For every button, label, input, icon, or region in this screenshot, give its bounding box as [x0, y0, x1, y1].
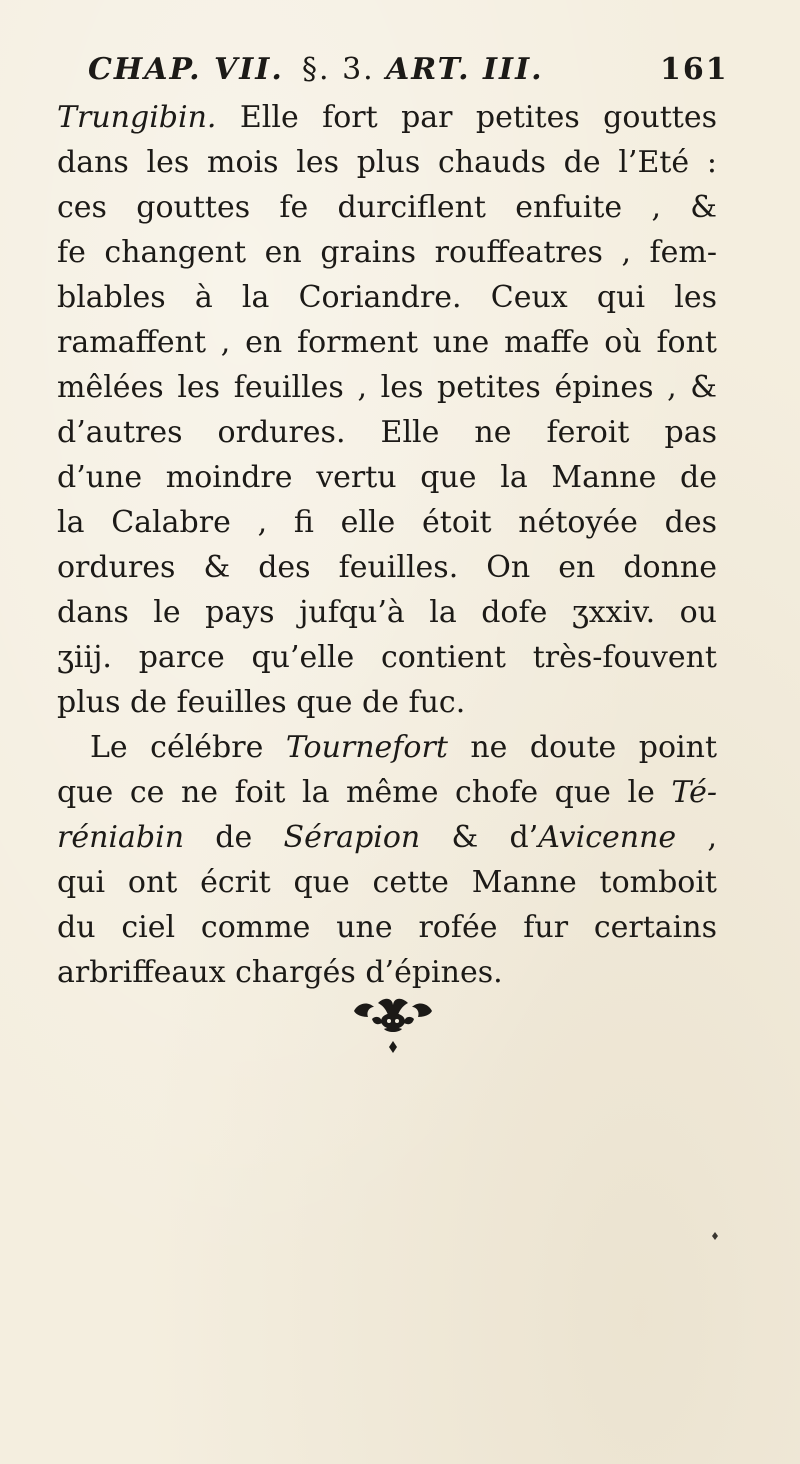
text-line: arbriffeaux chargés d’épines. [57, 955, 503, 990]
italic-name: Té- [671, 775, 717, 810]
italic-name: Avicenne [538, 820, 677, 855]
italic-name: Tournefort [285, 730, 448, 765]
text-line: ramaffent , en forment une maffe où font [57, 325, 717, 360]
text-line: dans le pays jufqu’à la dofe ʒxxiv. ou [57, 595, 717, 630]
text-run: Le célébre [90, 730, 286, 765]
text-line [57, 815, 717, 860]
page-number: 161 [660, 52, 729, 87]
text-line: d’autres ordures. Elle ne feroit pas [57, 415, 717, 450]
text-line: ʒiij. parce qu’elle contient très-fouvent [57, 640, 717, 675]
article-label: ART. III. [386, 52, 544, 87]
italic-term: Trungibin. [57, 100, 217, 135]
text-line: d’une moindre vertu que la Manne de [57, 460, 717, 495]
text-run: , [676, 820, 717, 855]
text-line: la Calabre , fi elle étoit nétoyée des [57, 505, 717, 540]
text-run: & d’ [420, 820, 539, 855]
text-line: plus de feuilles que de fuc. [57, 685, 466, 720]
text-line: ordures & des feuilles. On en donne [57, 550, 717, 585]
ink-speck-icon [712, 1232, 718, 1240]
text-line: ces gouttes fe durciflent enfuite , & [57, 190, 717, 225]
text-line: fe changent en grains rouffeatres , fem- [57, 235, 717, 270]
chapter-label: CHAP. VII. [88, 52, 284, 87]
floral-tailpiece-ornament-icon [348, 993, 438, 1057]
italic-name: Sérapion [283, 820, 421, 855]
italic-name: réniabin [57, 820, 185, 855]
text-line: qui ont écrit que cette Manne tomboit [57, 865, 717, 900]
paragraph-start-line [57, 725, 717, 770]
text-run: de [184, 820, 284, 855]
text-line: du ciel comme une rofée fur certains [57, 910, 717, 945]
section-label: §. 3. [302, 52, 375, 87]
text-line: dans les mois les plus chauds de l’Eté : [57, 145, 717, 180]
text-run: ne doute point [447, 730, 717, 765]
text-line [57, 95, 717, 140]
text-run: Elle fort par petites gouttes [216, 100, 717, 135]
text-line: mêlées les feuilles , les petites épines , & [57, 370, 717, 405]
running-header [88, 52, 728, 92]
body-text [57, 95, 717, 995]
text-line [57, 770, 717, 815]
text-line: blables à la Coriandre. Ceux qui les [57, 280, 717, 315]
text-run: que ce ne foit la même chofe que le [57, 775, 672, 810]
